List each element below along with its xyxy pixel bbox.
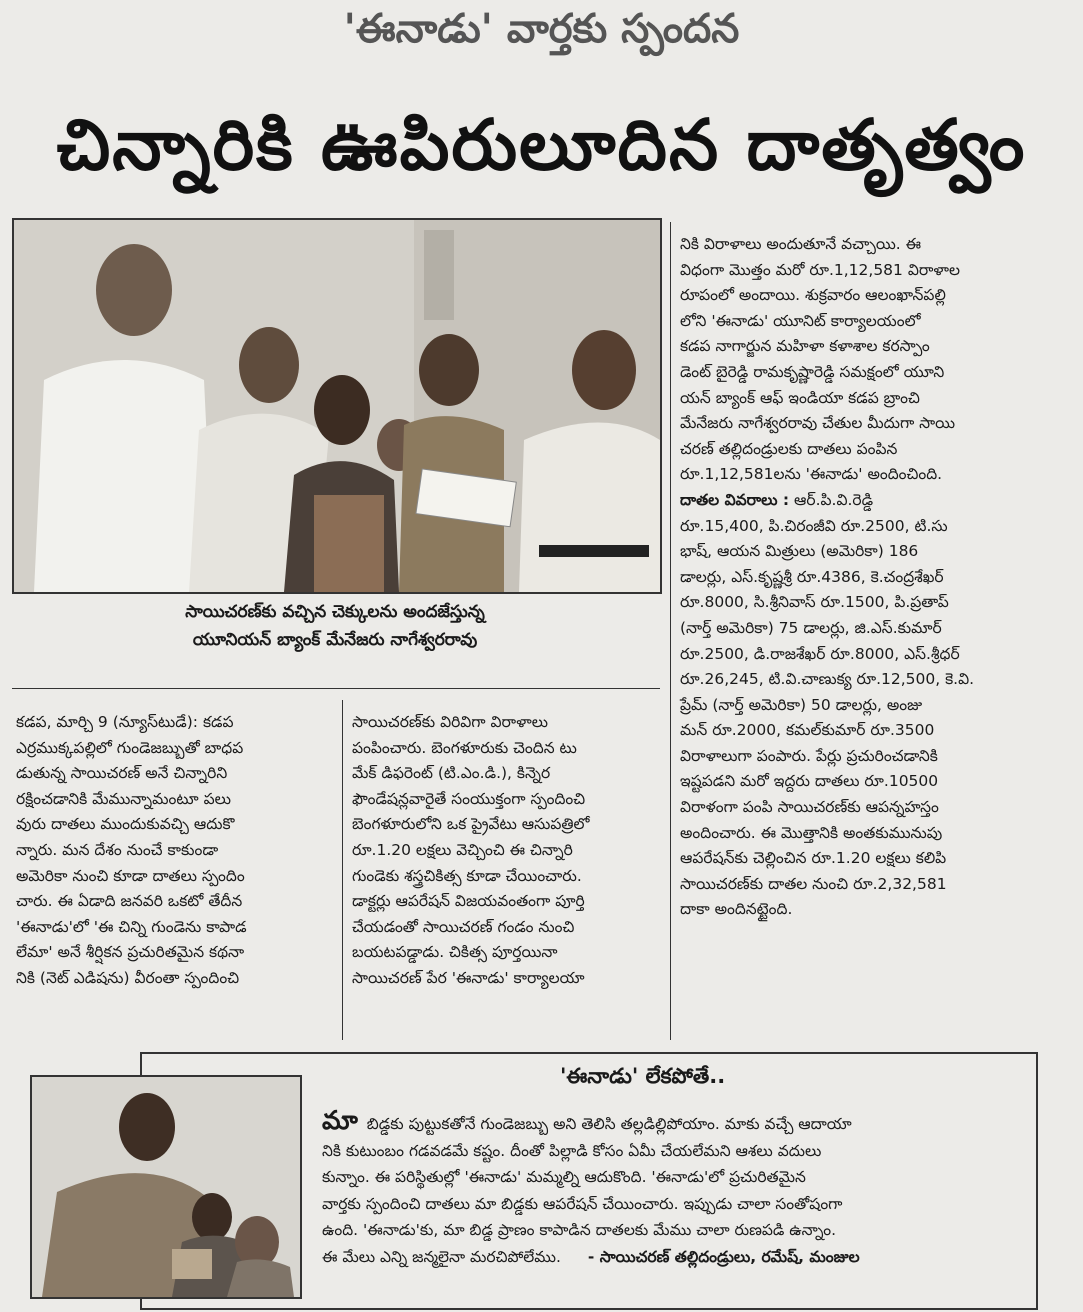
text-line: ఫౌండేషన్లవారైతే సంయుక్తంగా స్పందించి [352, 789, 586, 808]
text-line: వురు దాతలు ముందుకువచ్చి ఆదుకొ [16, 815, 235, 834]
text-line: రూ.1,12,581లను 'ఈనాడు' అందించింది. [680, 465, 943, 484]
kicker: 'ఈనాడు' వార్తకు స్పందన [343, 6, 740, 52]
text-line: ఇష్టపడని మరో ఇద్దరు దాతలు రూ.10500 [680, 772, 939, 791]
text-line: ఆర్.పి.వి.రెడ్డి [794, 490, 874, 509]
text-line: దాకా అందినట్టైంది. [680, 900, 793, 919]
text-line: వార్తకు స్పందించి దాతలు మా బిడ్డకు ఆపరేషన్ చేయించారు. ఇప్పుడు చాలా సంతోషంగా [322, 1194, 843, 1213]
text-line: డాలర్లు, ఎస్.కృష్ణశ్రీ రూ.4386, కె.చంద్రశేఖర్ [680, 567, 944, 586]
text-line: కున్నాం. ఈ పరిస్థితుల్లో 'ఈనాడు' మమ్మల్ని ఆదుకొంది. 'ఈనాడు'లో ప్రచురితమైన [322, 1168, 806, 1187]
text-line: కడప నాగార్జున మహిళా కళాశాల కరస్పాం [680, 337, 930, 356]
text-line: ఎర్రముక్కపల్లిలో గుండెజబ్బుతో బాధప [16, 738, 244, 757]
headline: చిన్నారికి ఊపిరులూదిన దాతృత్వం [56, 104, 1027, 186]
text-line: లేమా' అనే శీర్షికన ప్రచురితమైన కథనా [16, 943, 245, 962]
caption-line-1: సాయిచరణ్‌కు వచ్చిన చెక్కులను అందజేస్తున్న [185, 602, 485, 622]
body-column-3 [680, 232, 1042, 923]
text-line: విధంగా మొత్తం మరో రూ.1,12,581 విరాళాల [680, 260, 961, 279]
text-line: గుండెకు శస్త్రచికిత్స కూడా చేయించారు. [352, 866, 582, 885]
text-line: బయటపడ్డాడు. చికిత్స పూర్తయినా [352, 943, 558, 962]
text-line: రూ.8000, సి.శ్రీనివాస్ రూ.1500, పి.ప్రతాప్ [680, 593, 949, 612]
dropcap: మా [322, 1106, 358, 1136]
text-line: మేక్ డిఫరెంట్ (టి.ఎం.డి.), కిన్నెర [352, 764, 551, 783]
text-line: సాయిచరణ్‌కు దాతల నుంచి రూ.2,32,581 [680, 874, 947, 893]
text-line: సాయిచరణ్‌కు విరివిగా విరాళాలు [352, 713, 549, 731]
text-line: రూ.26,245, టి.వి.చాణుక్య రూ.12,500, కె.వి. [680, 670, 975, 689]
text-line: నికి విరాళాలు అందుతూనే వచ్చాయి. ఈ [680, 235, 922, 253]
text-line: రూ.1.20 లక్షలు వెచ్చించి ఈ చిన్నారి [352, 840, 573, 859]
body-column-2 [352, 710, 664, 992]
text-line: చేయడంతో సాయిచరణ్ గండం నుంచి [352, 917, 575, 936]
photo-main [12, 218, 662, 594]
text-line: ఈ మేలు ఎన్ని జన్మలైనా మరచిపోలేము. [322, 1247, 561, 1266]
caption-line-2: యూనియన్ బ్యాంక్ మేనేజరు నాగేశ్వరరావు [192, 630, 478, 650]
text-line: చరణ్ తల్లిదండ్రులకు దాతలు పంపిన [680, 439, 898, 458]
text-line: మన్ రూ.2000, కమల్‌కుమార్ రూ.3500 [680, 721, 935, 740]
text-line: ఆపరేషన్‌కు చెల్లించిన రూ.1.20 లక్షలు కలిపి [680, 849, 947, 868]
text-line: యన్ బ్యాంక్ ఆఫ్ ఇండియా కడప బ్రాంచి [680, 388, 920, 407]
text-line: ఉంది. 'ఈనాడు'కు, మా బిడ్డ ప్రాణం కాపాడిన దాతలకు మేము చాలా రుణపడి ఉన్నాం. [322, 1221, 836, 1240]
body-column-1 [16, 710, 334, 992]
text-line: నికి కుటుంబం గడవడమే కష్టం. దీంతో పిల్లాడి కోసం ఏమీ చేయలేమని ఆశలు వదులు [322, 1141, 822, 1160]
donors-first-line [680, 488, 1042, 514]
donors-heading: దాతల వివరాలు : [680, 490, 790, 509]
photo-caption [12, 598, 658, 654]
signature: - సాయిచరణ్ తల్లిదండ్రులు, రమేష్, మంజుల [587, 1247, 860, 1266]
text-line: సాయిచరణ్ పేర 'ఈనాడు' కార్యాలయా [352, 968, 585, 987]
parents-quote [322, 1108, 1028, 1271]
text-line: మేనేజరు నాగేశ్వరరావు చేతుల మీదుగా సాయి [680, 414, 956, 433]
text-line: (నార్త్ అమెరికా) 75 డాలర్లు, జి.ఎస్.కుమార్ [680, 618, 942, 637]
text-line: 'ఈనాడు'లో 'ఈ చిన్ని గుండెను కాపాడ [16, 917, 247, 936]
quote-last-line [322, 1244, 1028, 1271]
text-line: నికి (నెట్ ఎడిషను) వీరంతా స్పందించి [16, 968, 240, 987]
text-line: పంపించారు. బెంగళూరుకు చెందిన టు [352, 738, 577, 757]
photo-parents [30, 1075, 302, 1299]
text-line: అందించారు. ఈ మొత్తానికి అంతకుమునుపు [680, 823, 943, 842]
text-line: రూపంలో అందాయి. శుక్రవారం ఆలంఖాన్‌పల్లి [680, 286, 946, 305]
photo-main-image [14, 220, 660, 592]
text-line: రూ.2500, డి.రాజశేఖర్ రూ.8000, ఎస్.శ్రీధర్ [680, 644, 960, 663]
text-line: భాష్, ఆయన మిత్రులు (అమెరికా) 186 [680, 542, 919, 561]
column-divider-2 [670, 222, 671, 1040]
text-line: రక్షించడానికి మేమున్నామంటూ పలు [16, 789, 231, 808]
text-line: చారు. ఈ ఏడాది జనవరి ఒకటో తేదీన [16, 892, 243, 911]
text-line: అమెరికా నుంచి కూడా దాతలు స్పందిం [16, 866, 245, 885]
text-line: న్నారు. మన దేశం నుంచే కాకుండా [16, 840, 219, 859]
text-line: కడప, మార్చి 9 (న్యూస్‌టుడే): కడప [16, 713, 234, 731]
box-title: 'ఈనాడు' లేకపోతే.. [560, 1064, 726, 1088]
text-line: విరాళంగా పంపి సాయిచరణ్‌కు ఆపన్నహస్తం [680, 798, 939, 817]
quote-first-line [322, 1108, 1028, 1138]
text-line: ప్రేమ్ (నార్త్ అమెరికా) 50 డాలర్లు, అంజు [680, 695, 923, 714]
photo-parents-image [32, 1077, 300, 1297]
column-rule-top [12, 688, 660, 689]
text-line: డాక్టర్లు ఆపరేషన్ విజయవంతంగా పూర్తి [352, 892, 585, 911]
text-line: బెంగళూరులోని ఒక ప్రైవేటు ఆసుపత్రిలో [352, 815, 590, 834]
text-line: డెంట్ బైరెడ్డి రామకృష్ణారెడ్డి సమక్షంలో యూని [680, 362, 945, 381]
text-line: డుతున్న సాయిచరణ్ అనే చిన్నారిని [16, 764, 228, 783]
text-line: రూ.15,400, పి.చిరంజీవి రూ.2500, టి.సు [680, 516, 948, 535]
text-line: విరాళాలుగా పంపారు. పేర్లు ప్రచురించడానికి [680, 746, 938, 765]
text-line: లోని 'ఈనాడు' యూనిట్ కార్యాలయంలో [680, 311, 921, 330]
column-divider-1 [342, 700, 343, 1040]
text-line: బిడ్డకు పుట్టుకతోనే గుండెజబ్బు అని తెలిసి తల్లడిల్లిపోయాం. మాకు వచ్చే ఆదాయా [366, 1115, 852, 1133]
